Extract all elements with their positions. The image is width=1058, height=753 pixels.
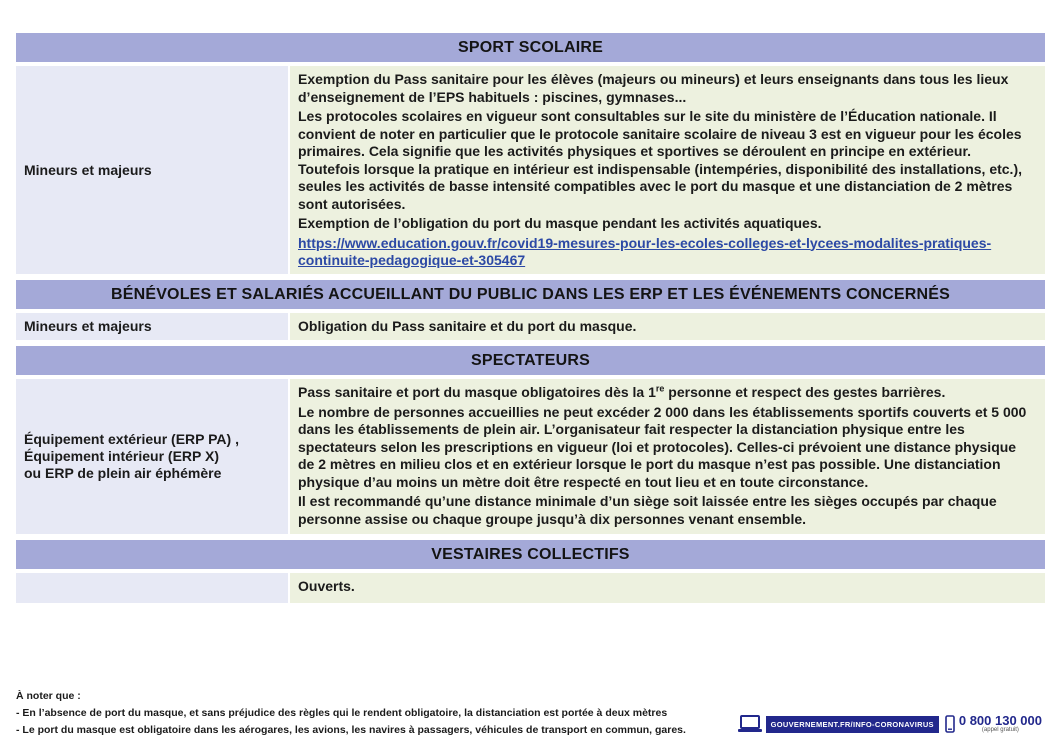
row-benevoles [16, 313, 1045, 340]
note-line: - Le port du masque est obligatoire dans les aérogares, les avions, les navires à passagers, véhicules de transport en commun, gares. [16, 724, 686, 736]
note-line: - En l’absence de port du masque, et sans préjudice des règles qui le rendent obligatoire, la distanciation est portée à deux mètres [16, 707, 668, 719]
phone-number-note: (appel gratuit) [981, 727, 1019, 733]
paragraph: Exemption de l’obligation du port du masque pendant les activités aquatiques. [298, 215, 822, 231]
paragraph: Exemption du Pass sanitaire pour les élèves (majeurs ou mineurs) et leurs enseignants dans tous les lieux d’enseignement de l’EPS habituels : piscines, gymnases... [298, 71, 1009, 105]
footer-contact [738, 714, 1042, 734]
paragraph: Les protocoles scolaires en vigueur sont consultables sur le site du ministère de l’Éducation nationale. Il convient de noter en particulier que le protocole sanitaire scolaire de niveau 3 est en vigueur pour les écoles primaires. Cela signifie que les activités physiques et sportives se déroulent en principe en extérieur. Toutefois lorsque la pratique en intérieur est indispensable (intempéries, disponibilité des installations, etc.), seules les activités de basse intensité compatibles avec le port du masque et une distanciation de 2 mètres sont autorisées. [298, 108, 1022, 212]
row-content [290, 379, 1045, 534]
phone-number-value: 0 800 130 000 [958, 713, 1042, 728]
paragraph: Ouverts. [298, 578, 355, 594]
row-vestiaires [16, 573, 1045, 603]
row-label-line: Équipement extérieur (ERP PA) , [24, 431, 239, 447]
row-label: Mineurs et majeurs [16, 313, 288, 340]
paragraph: Obligation du Pass sanitaire et du port du masque. [298, 318, 637, 334]
row-label [16, 379, 288, 534]
paragraph: Pass sanitaire et port du masque obligatoires dès la 1re personne et respect des gestes barrières. [298, 383, 946, 400]
notes [16, 688, 686, 739]
row-content [290, 313, 1045, 340]
rules-table [16, 33, 1045, 609]
row-label-line: ou ERP de plein air éphémère [24, 465, 222, 481]
row-content [290, 66, 1045, 274]
row-label [16, 573, 288, 603]
info-site-badge[interactable]: GOUVERNEMENT.FR/INFO-CORONAVIRUS [766, 716, 939, 733]
paragraph: Il est recommandé qu’une distance minimale d’un siège soit laissée entre les sièges occupés par chaque personne assise ou chaque groupe jusqu’à dix personnes venant ensemble. [298, 493, 997, 527]
row-sport-scolaire [16, 66, 1045, 274]
section-header-sport-scolaire: SPORT SCOLAIRE [16, 33, 1045, 62]
section-header-vestiaires: VESTAIRES COLLECTIFS [16, 540, 1045, 569]
row-content [290, 573, 1045, 603]
paragraph: Le nombre de personnes accueillies ne peut excéder 2 000 dans les établissements sportifs couverts et 5 000 dans les établissements de plein air. L’organisateur fait respecter la distanciation physique entre les spectateurs selon les prescriptions en vigueur (loi et protocoles). Celles-ci prévoient une distance physique de 2 mètres en milieu clos et en extérieur lorsque le port du masque n’est pas possible. Une distanciation physique d’au moins un mètre doit être respecté en tout lieu et en toute circonstance. [298, 403, 1027, 490]
phone-icon [945, 715, 955, 733]
row-label: Mineurs et majeurs [16, 66, 288, 274]
education-link[interactable]: https://www.education.gouv.fr/covid19-mesures-pour-les-ecoles-colleges-et-lycees-modalites-pratiques-continuite-pedagogique-et-305467 [298, 234, 992, 268]
notes-heading: À noter que : [16, 690, 81, 702]
section-header-benevoles: BÉNÉVOLES ET SALARIÉS ACCUEILLANT DU PUBLIC DANS LES ERP ET LES ÉVÉNEMENTS CONCERNÉS [16, 280, 1045, 309]
phone-number [959, 714, 1042, 734]
section-header-spectateurs: SPECTATEURS [16, 346, 1045, 375]
laptop-icon [738, 715, 762, 733]
row-spectateurs [16, 379, 1045, 534]
row-label-line: Équipement intérieur (ERP X) [24, 448, 219, 464]
